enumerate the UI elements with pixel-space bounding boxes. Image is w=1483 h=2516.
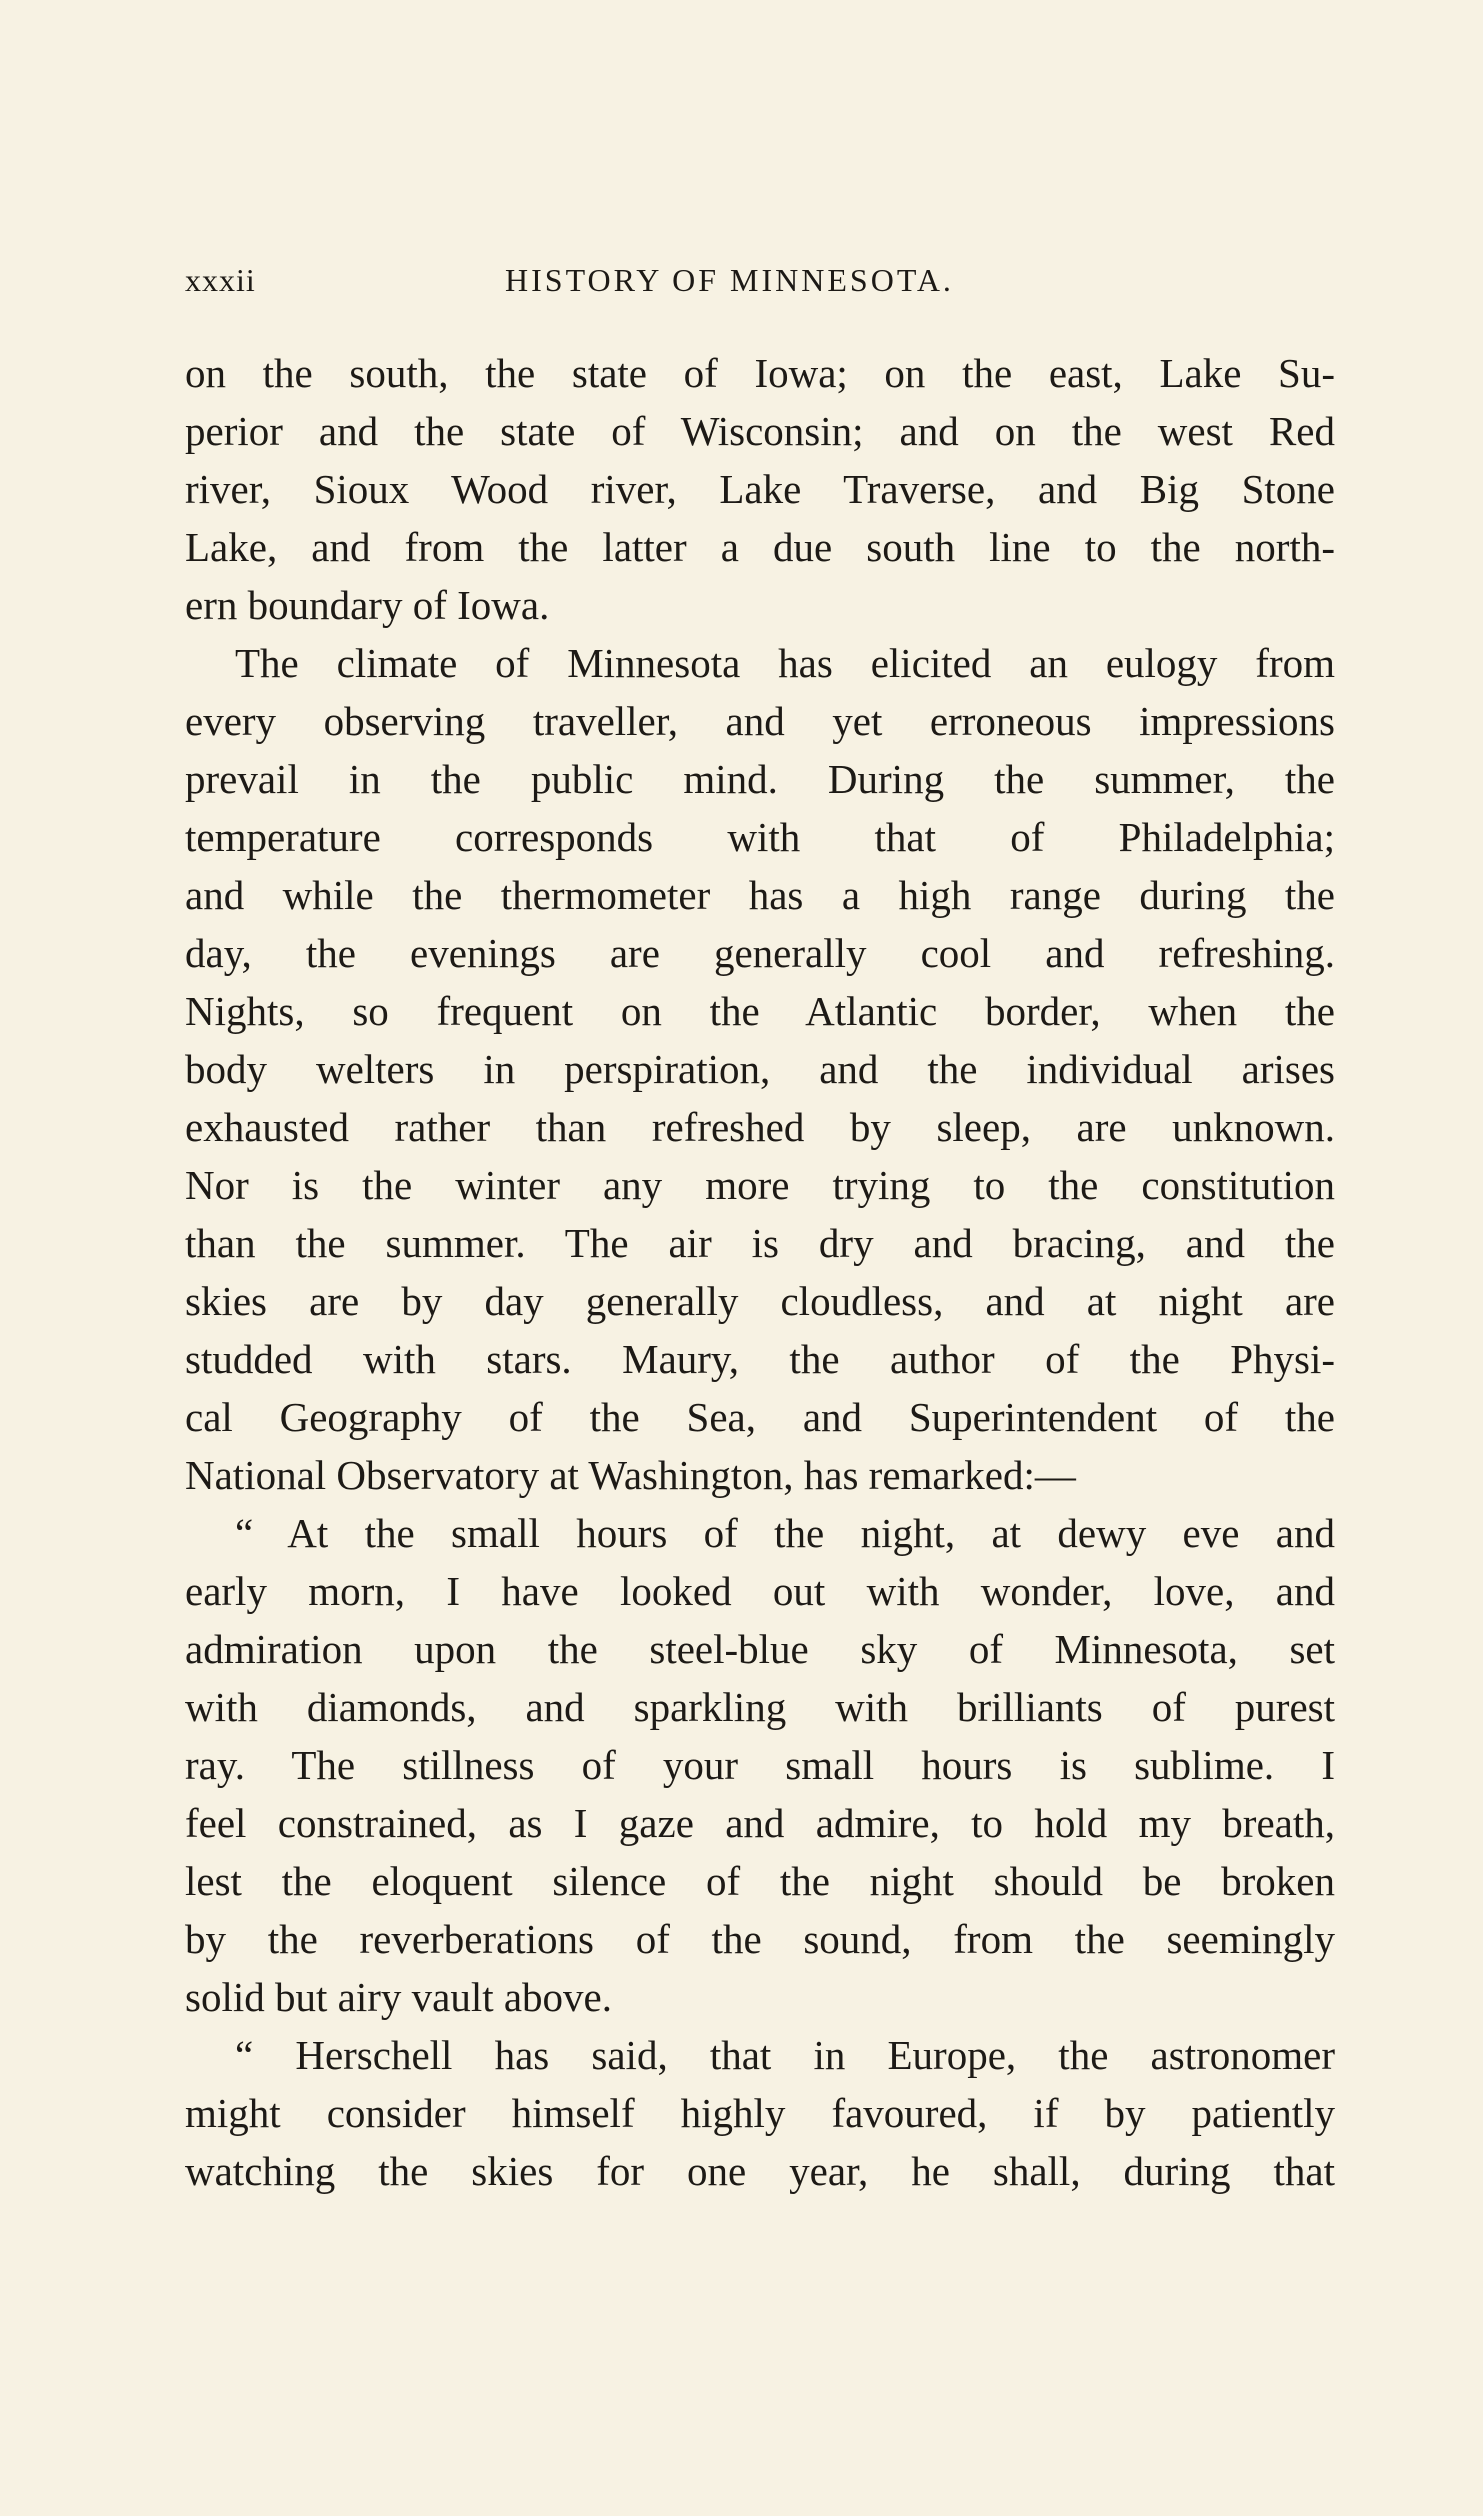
text-line: “ At the small hours of the night, at dewy eve and — [235, 1510, 1335, 1556]
text-line: body welters in perspiration, and the individual arises — [185, 1046, 1335, 1092]
page-number: xxxii — [185, 262, 256, 298]
text-line: than the summer. The air is dry and bracing, and the — [185, 1220, 1335, 1266]
text-line: by the reverberations of the sound, from the seemingly — [185, 1916, 1335, 1962]
text-line: solid but airy vault above. — [185, 1974, 612, 2020]
text-line: studded with stars. Maury, the author of the Physi- — [185, 1336, 1335, 1382]
text-line: Lake, and from the latter a due south line to the north- — [185, 524, 1335, 570]
running-head — [185, 262, 1335, 306]
text-line: feel constrained, as I gaze and admire, to hold my breath, — [185, 1800, 1335, 1846]
running-title: HISTORY OF MINNESOTA. — [505, 262, 954, 298]
text-line: with diamonds, and sparkling with brilliants of purest — [185, 1684, 1335, 1730]
text-line: temperature corresponds with that of Philadelphia; — [185, 814, 1335, 860]
text-line: prevail in the public mind. During the summer, the — [185, 756, 1335, 802]
text-line: watching the skies for one year, he shall, during that — [185, 2148, 1335, 2194]
text-line: exhausted rather than refreshed by sleep, are unknown. — [185, 1104, 1335, 1150]
text-line: Nor is the winter any more trying to the constitution — [185, 1162, 1335, 1208]
text-line: “ Herschell has said, that in Europe, the astronomer — [235, 2032, 1335, 2078]
text-line: day, the evenings are generally cool and refreshing. — [185, 930, 1335, 976]
text-line: Nights, so frequent on the Atlantic border, when the — [185, 988, 1335, 1034]
text-line: might consider himself highly favoured, if by patiently — [185, 2090, 1335, 2136]
text-line: The climate of Minnesota has elicited an eulogy from — [235, 640, 1335, 686]
text-line: ern boundary of Iowa. — [185, 582, 550, 628]
text-line: every observing traveller, and yet erroneous impressions — [185, 698, 1335, 744]
text-line: admiration upon the steel-blue sky of Minnesota, set — [185, 1626, 1335, 1672]
body-text — [185, 344, 1335, 2200]
text-line: ray. The stillness of your small hours is sublime. I — [185, 1742, 1335, 1788]
text-line: perior and the state of Wisconsin; and on the west Red — [185, 408, 1335, 454]
text-line: National Observatory at Washington, has remarked:— — [185, 1452, 1076, 1498]
text-line: on the south, the state of Iowa; on the east, Lake Su- — [185, 350, 1335, 396]
text-line: river, Sioux Wood river, Lake Traverse, and Big Stone — [185, 466, 1335, 512]
text-line: cal Geography of the Sea, and Superintendent of the — [185, 1394, 1335, 1440]
text-line: and while the thermometer has a high range during the — [185, 872, 1335, 918]
text-line: early morn, I have looked out with wonder, love, and — [185, 1568, 1335, 1614]
text-line: lest the eloquent silence of the night should be broken — [185, 1858, 1335, 1904]
text-line: skies are by day generally cloudless, and at night are — [185, 1278, 1335, 1324]
